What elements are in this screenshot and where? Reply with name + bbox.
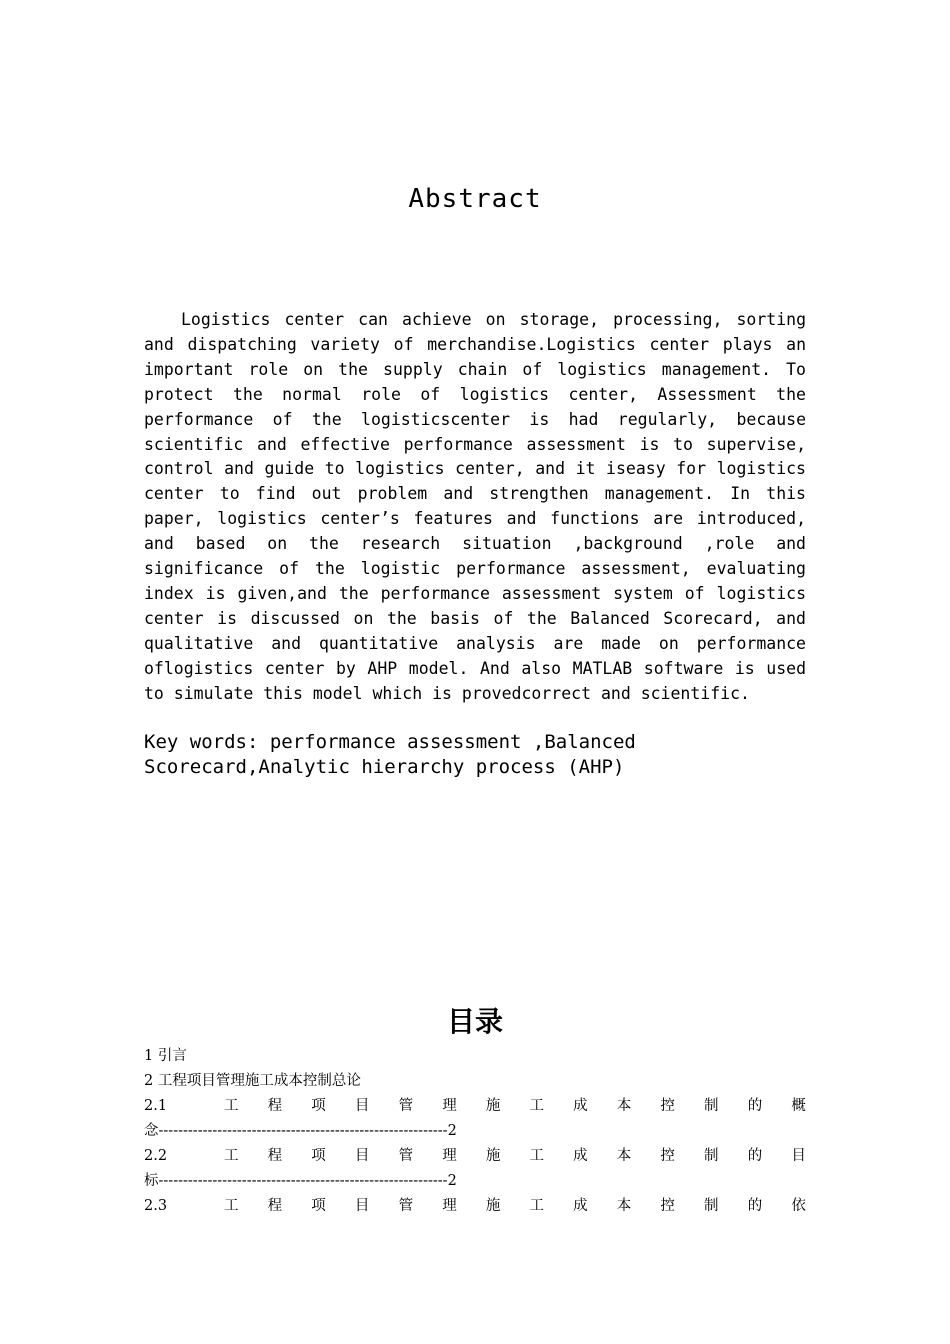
toc-title-char: 工 — [529, 1198, 544, 1214]
toc-title-char: 依 — [791, 1198, 806, 1214]
toc-title-char: 本 — [616, 1198, 632, 1214]
toc-title-char: 控 — [660, 1098, 675, 1114]
toc-item-title — [224, 1094, 806, 1119]
toc-title-char: 工 — [529, 1098, 544, 1114]
toc-title-char: 本 — [616, 1098, 632, 1114]
table-of-contents — [144, 1044, 806, 1219]
toc-title-char: 管 — [398, 1148, 414, 1164]
toc-item-1[interactable]: 1 引言 — [144, 1048, 187, 1064]
toc-item-number: 2.1 — [144, 1098, 168, 1114]
toc-item-2[interactable]: 2 工程项目管理施工成本控制总论 — [144, 1073, 361, 1089]
toc-title: 目录 — [446, 1005, 503, 1038]
toc-title-char: 理 — [442, 1198, 457, 1214]
toc-title-char: 工 — [224, 1198, 239, 1214]
toc-title-char: 目 — [354, 1148, 370, 1164]
toc-title-char: 成 — [573, 1098, 588, 1114]
toc-title-char: 控 — [660, 1198, 675, 1214]
toc-title-char: 程 — [267, 1198, 283, 1214]
toc-title-char: 程 — [267, 1098, 283, 1114]
toc-title-char: 施 — [485, 1148, 501, 1164]
toc-title-char: 工 — [224, 1148, 239, 1164]
keywords-line-2: Scorecard,Analytic hierarchy process (AHP) — [144, 756, 625, 778]
toc-title-char: 项 — [311, 1098, 326, 1114]
toc-title-char: 管 — [398, 1198, 414, 1214]
keywords — [144, 730, 704, 780]
toc-item-2-2[interactable] — [144, 1144, 806, 1169]
toc-title-char: 的 — [747, 1098, 763, 1114]
toc-title-char: 本 — [616, 1148, 632, 1164]
toc-title-char: 成 — [573, 1148, 588, 1164]
toc-title-char: 制 — [704, 1098, 719, 1114]
toc-title-char: 概 — [791, 1098, 806, 1114]
toc-title-char: 施 — [485, 1198, 501, 1214]
toc-title-char: 成 — [573, 1198, 588, 1214]
toc-item-title — [224, 1194, 806, 1219]
toc-item-2-1[interactable] — [144, 1094, 806, 1119]
keywords-line-1: Key words: performance assessment ,Balanced — [144, 731, 636, 753]
toc-title-char: 工 — [529, 1148, 544, 1164]
toc-title-char: 程 — [267, 1148, 283, 1164]
toc-item-2-1-leader: 念-----------------------------------------------------------2 — [144, 1123, 457, 1139]
toc-title-char: 理 — [442, 1098, 457, 1114]
toc-title-char: 管 — [398, 1098, 414, 1114]
toc-title-char: 控 — [660, 1148, 675, 1164]
toc-item-2-2-leader: 标-----------------------------------------------------------2 — [144, 1173, 457, 1189]
toc-title-char: 目 — [354, 1098, 370, 1114]
toc-title-char: 目 — [791, 1148, 806, 1164]
toc-item-number: 2.3 — [144, 1198, 168, 1214]
toc-title-char: 目 — [354, 1198, 370, 1214]
toc-item-number: 2.2 — [144, 1148, 168, 1164]
toc-title-char: 项 — [311, 1198, 326, 1214]
toc-title-char: 的 — [747, 1198, 763, 1214]
toc-title-char: 工 — [224, 1098, 239, 1114]
toc-title-char: 制 — [704, 1198, 719, 1214]
abstract-body: Logistics center can achieve on storage, processing, sorting and dispatching variety of merchandise.Logistics center plays an important role on the supply chain of logistics management. To protect the normal role of logistics center, Assessment the performance of the logisticscenter is had regularly, because scientific and effective performance assessment is to supervise, control and guide to logistics center, and it iseasy for logistics center to find out problem and strengthen management. In this paper, logistics center’s features and functions are introduced, and based on the research situation ,background ,role and significance of the logistic performance assessment, evaluating index is given,and the performance assessment system of logistics center is discussed on the basis of the Balanced Scorecard, and qualitative and quantitative analysis are made on performance oflogistics center by AHP model. And also MATLAB software is used to simulate this model which is provedcorrect and scientific. — [144, 310, 806, 703]
toc-title-char: 理 — [442, 1148, 457, 1164]
toc-item-2-3[interactable] — [144, 1194, 806, 1219]
toc-title-char: 制 — [704, 1148, 719, 1164]
toc-title-char: 项 — [311, 1148, 326, 1164]
toc-title-char: 的 — [747, 1148, 763, 1164]
abstract-title: Abstract — [408, 184, 542, 214]
toc-item-title — [224, 1144, 806, 1169]
toc-title-char: 施 — [485, 1098, 501, 1114]
